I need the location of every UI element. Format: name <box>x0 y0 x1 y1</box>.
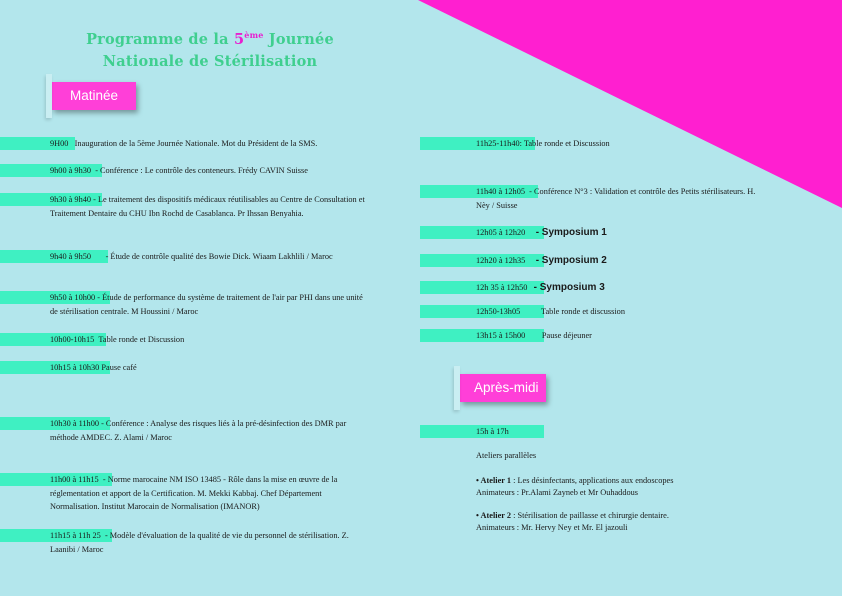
afternoon-intro: Ateliers parallèles <box>476 451 537 460</box>
atelier-1: • Atelier 1 : Les désinfectants, applications aux endoscopes Animateurs : Pr.Alami Zayneb et Mr Ouhaddous <box>476 476 674 497</box>
program-item: 9h40 à 9h50 - Étude de contrôle qualité des Bowie Dick. Wiaam Lakhlili / Maroc <box>0 250 370 264</box>
program-item: 10h15 à 10h30 Pause café <box>0 361 340 375</box>
program-item: 11h00 à 11h15 - Norme marocaine NM ISO 13485 - Rôle dans la mise en œuvre de la réglementation et apport de la Certification. M. Mekki Kabbaj. Chef Département Normalisation. Institut Marocain de Normalisation (IMANOR) <box>0 473 372 514</box>
program-item: 12h05 à 12h20 - Symposium 1 <box>420 226 760 240</box>
section-afternoon-badge: Après-midi <box>460 374 546 402</box>
program-item: 11h40 à 12h05 - Conférence N°3 : Validation et contrôle des Petits stérilisateurs. H. Nèy / Suisse <box>420 185 760 212</box>
program-item: 11h25-11h40: Table ronde et Discussion <box>420 137 760 151</box>
program-item: 12h 35 à 12h50 - Symposium 3 <box>420 281 760 295</box>
program-item: 10h00-10h15 Table ronde et Discussion <box>0 333 340 347</box>
program-item: 9H00 Inauguration de la 5ème Journée Nationale. Mot du Président de la SMS. <box>0 137 340 151</box>
page-title: Programme de la 5ème Journée Nationale de Stérilisation <box>86 30 334 70</box>
atelier-2: • Atelier 2 : Stérilisation de paillasse et chirurgie dentaire. Animateurs : Mr. Hervy Ney et Mr. El jazouli <box>476 511 669 532</box>
program-item: 11h15 à 11h 25 - Modèle d'évaluation de la qualité de vie du personnel de stérilisation. Z. Laanibi / Maroc <box>0 529 360 556</box>
program-item: 13h15 à 15h00 Pause déjeuner <box>420 329 760 343</box>
section-morning-badge: Matinée <box>52 82 136 110</box>
program-item: 9h50 à 10h00 - Étude de performance du système de traitement de l'air par PHI dans une unité de stérilisation centrale. M Houssini / Maroc <box>0 291 372 318</box>
program-item: 10h30 à 11h00 - Conférence : Analyse des risques liés à la pré-désinfection des DMR par méthode AMDEC. Z. Alami / Maroc <box>0 417 372 444</box>
program-item: 15h à 17h <box>420 425 760 439</box>
program-item: 12h20 à 12h35 - Symposium 2 <box>420 254 760 268</box>
program-item: 9h30 à 9h40 - Le traitement des dispositifs médicaux réutilisables au Centre de Consultation et Traitement Dentaire du CHU Ibn Rochd de Casablanca. Pr Ihssan Benyahia. <box>0 193 372 220</box>
program-item: 9h00 à 9h30 - Conférence : Le contrôle des conteneurs. Frédy CAVIN Suisse <box>0 164 340 178</box>
program-item: 12h50-13h05 Table ronde et discussion <box>420 305 760 319</box>
